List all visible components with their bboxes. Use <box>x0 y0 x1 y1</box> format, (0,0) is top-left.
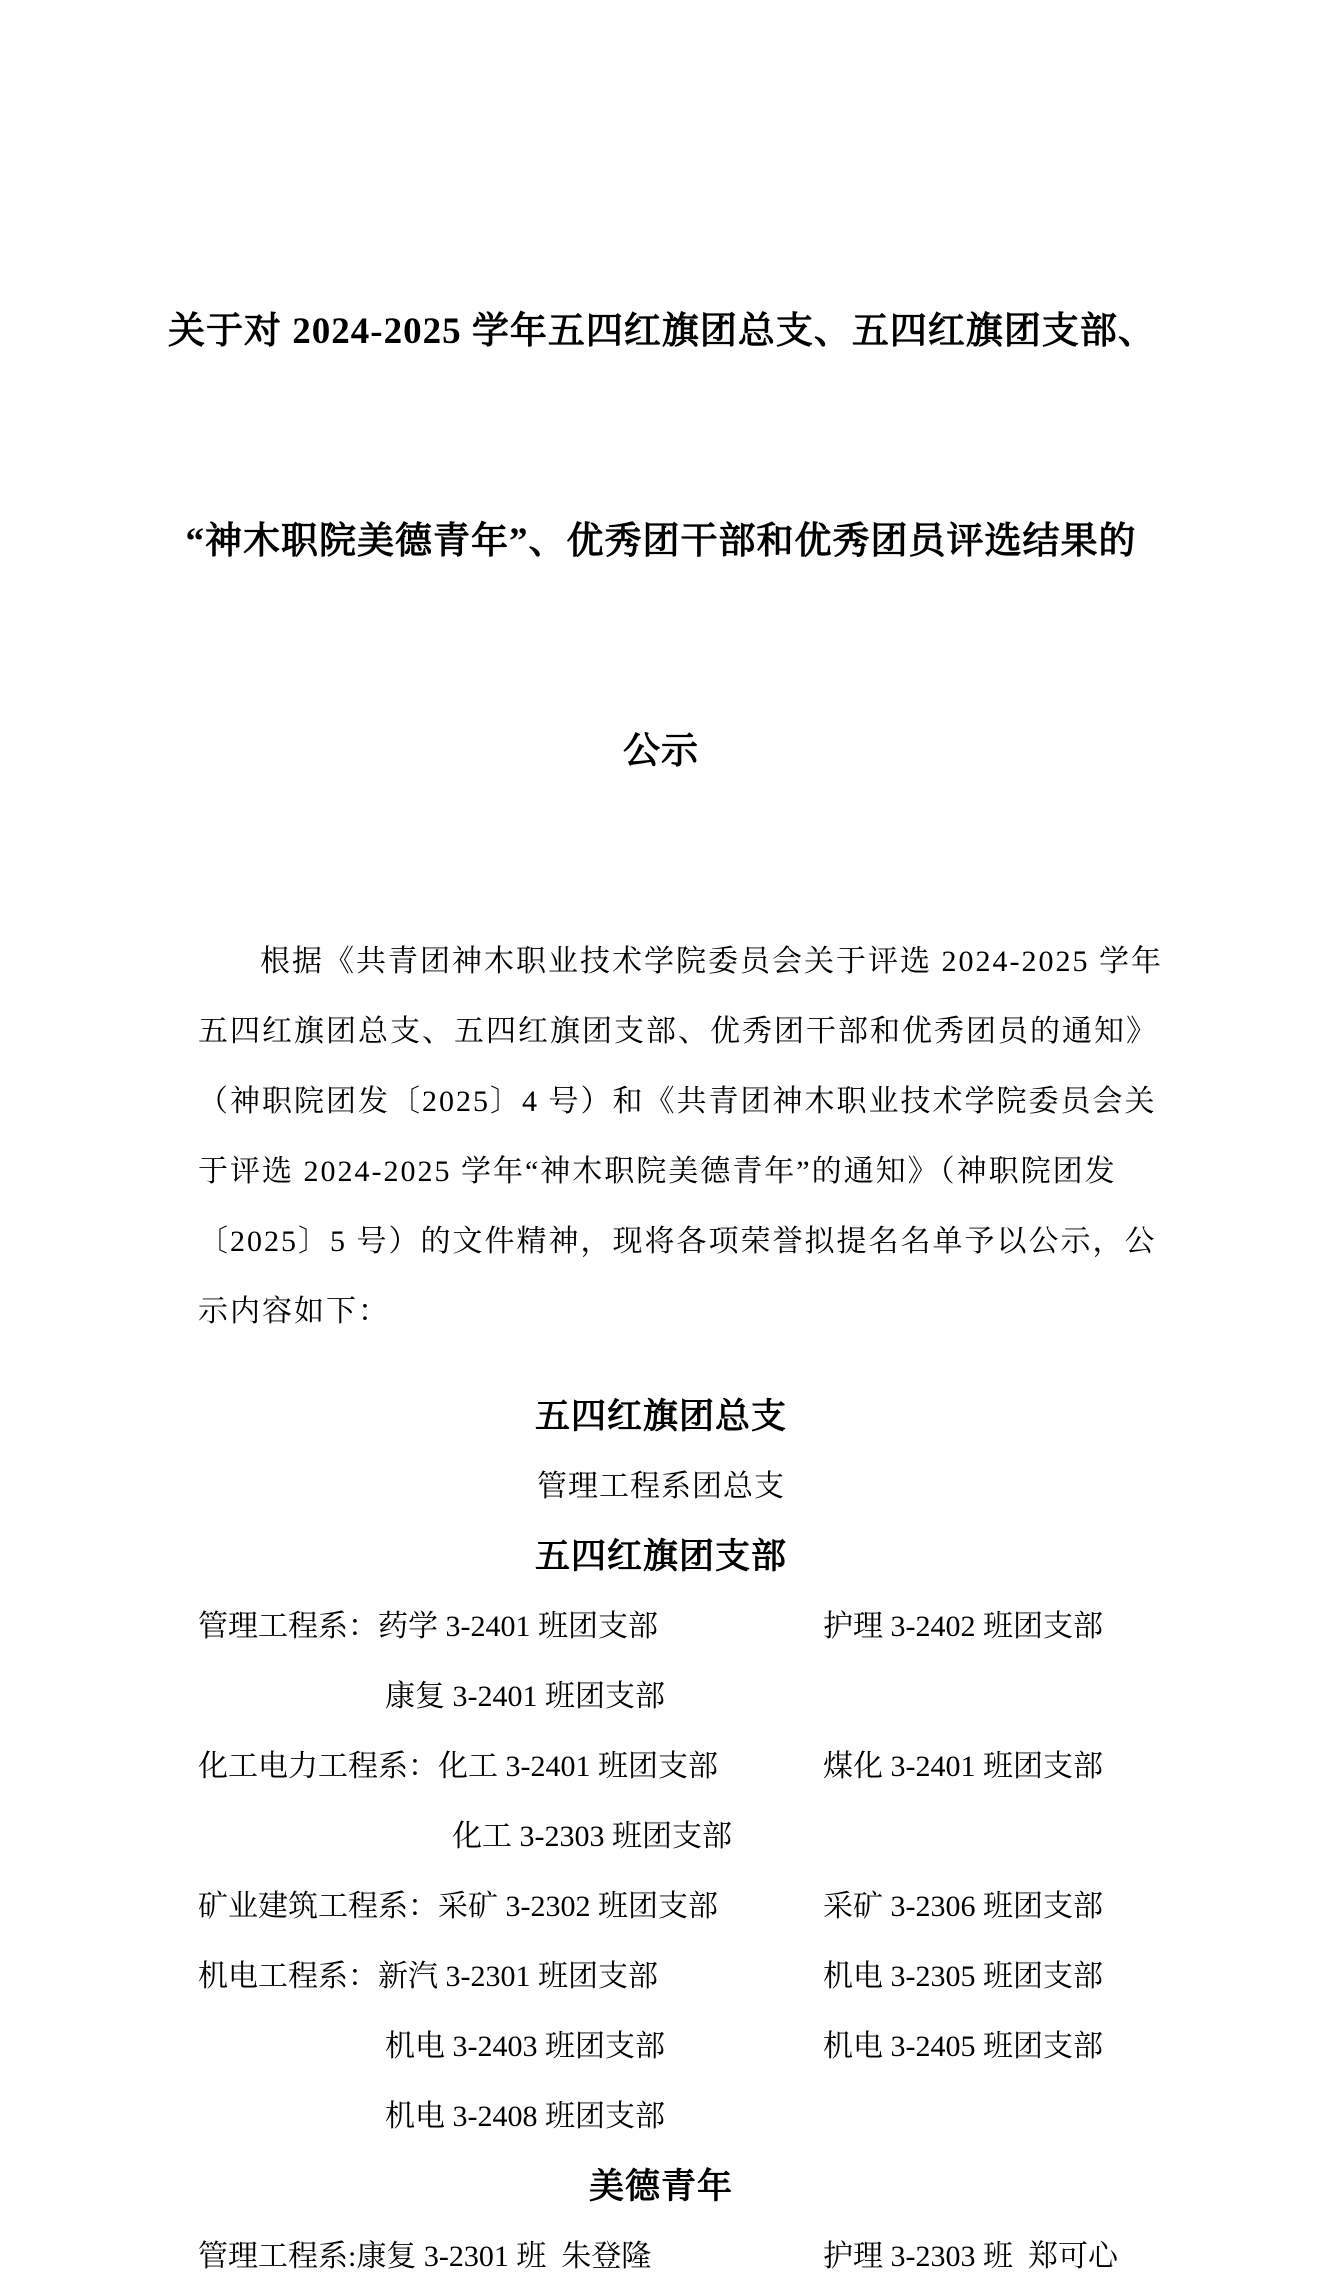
section-virtue-youth <box>198 2152 1124 2292</box>
intro-line: 根据《共青团神木职业技术学院委员会关于评选 2024-2025 学年 <box>260 945 1163 978</box>
award-item-left: 机电工程系：新汽 3-2301 班团支部 <box>198 1960 658 1993</box>
award-item-right <box>823 1662 1124 1732</box>
award-item-right: 采矿 3-2306 班团支部 <box>823 1890 1103 1923</box>
award-row <box>198 2222 1124 2292</box>
award-item-right: 机电 3-2405 班团支部 <box>823 2030 1103 2063</box>
award-item-right: 机电 3-2305 班团支部 <box>823 1960 1103 1993</box>
award-item-left: 管理工程系：药学 3-2401 班团支部 <box>198 1610 658 1643</box>
intro-line: 〔2025〕5 号）的文件精神，现将各项荣誉拟提名名单予以公示，公 <box>198 1225 1157 1258</box>
intro-line: 五四红旗团总支、五四红旗团支部、优秀团干部和优秀团员的通知》 <box>198 1015 1158 1048</box>
document-title <box>168 157 1154 927</box>
award-row <box>198 1872 1124 1942</box>
title-line: “神木职院美德青年”、优秀团干部和优秀团员评选结果的 <box>185 521 1137 562</box>
award-item-left: 化工电力工程系：化工 3-2401 班团支部 <box>198 1750 718 1783</box>
intro-line: 示内容如下： <box>198 1295 390 1328</box>
section-heading: 美德青年 <box>588 2167 733 2206</box>
title-line: 公示 <box>623 731 699 772</box>
award-row <box>198 1732 1124 1802</box>
award-item-left: 康复 3-2401 班团支部 <box>385 1680 665 1713</box>
award-item-left: 矿业建筑工程系：采矿 3-2302 班团支部 <box>198 1890 718 1923</box>
award-rows <box>198 1592 1124 2152</box>
award-row <box>198 1942 1124 2012</box>
section-red-flag-branches <box>198 1522 1124 2152</box>
award-item-left: 管理工程系:康复 3-2301 班 朱登隆 <box>198 2240 652 2273</box>
award-item-right: 护理 3-2402 班团支部 <box>823 1610 1103 1643</box>
award-row <box>198 1802 1124 1872</box>
section-heading: 五四红旗团支部 <box>534 1537 787 1576</box>
award-item-left: 化工 3-2303 班团支部 <box>452 1820 732 1853</box>
award-row <box>198 1592 1124 1662</box>
award-rows <box>198 2222 1124 2292</box>
award-row <box>198 2012 1124 2082</box>
title-line: 关于对 2024-2025 学年五四红旗团总支、五四红旗团支部、 <box>168 311 1156 352</box>
award-item-left: 机电 3-2403 班团支部 <box>385 2030 665 2063</box>
award-item-right: 煤化 3-2401 班团支部 <box>823 1750 1103 1783</box>
award-item-right <box>823 1802 1124 1872</box>
intro-line: 于评选 2024-2025 学年“神木职院美德青年”的通知》（神职院团发 <box>198 1155 1117 1188</box>
award-row <box>198 2082 1124 2152</box>
award-item-left: 机电 3-2408 班团支部 <box>385 2100 665 2133</box>
awardee-centered: 管理工程系团总支 <box>537 1470 785 1503</box>
award-item-right: 护理 3-2303 班 郑可心 <box>823 2240 1118 2273</box>
award-row <box>198 1662 1124 1732</box>
section-red-flag-general-branch <box>198 1382 1124 1522</box>
intro-paragraph <box>198 927 1163 1347</box>
award-item-right <box>823 2082 1124 2152</box>
intro-line: （神职院团发〔2025〕4 号）和《共青团神木职业技术学院委员会关 <box>198 1085 1157 1118</box>
section-heading: 五四红旗团总支 <box>534 1397 787 1436</box>
